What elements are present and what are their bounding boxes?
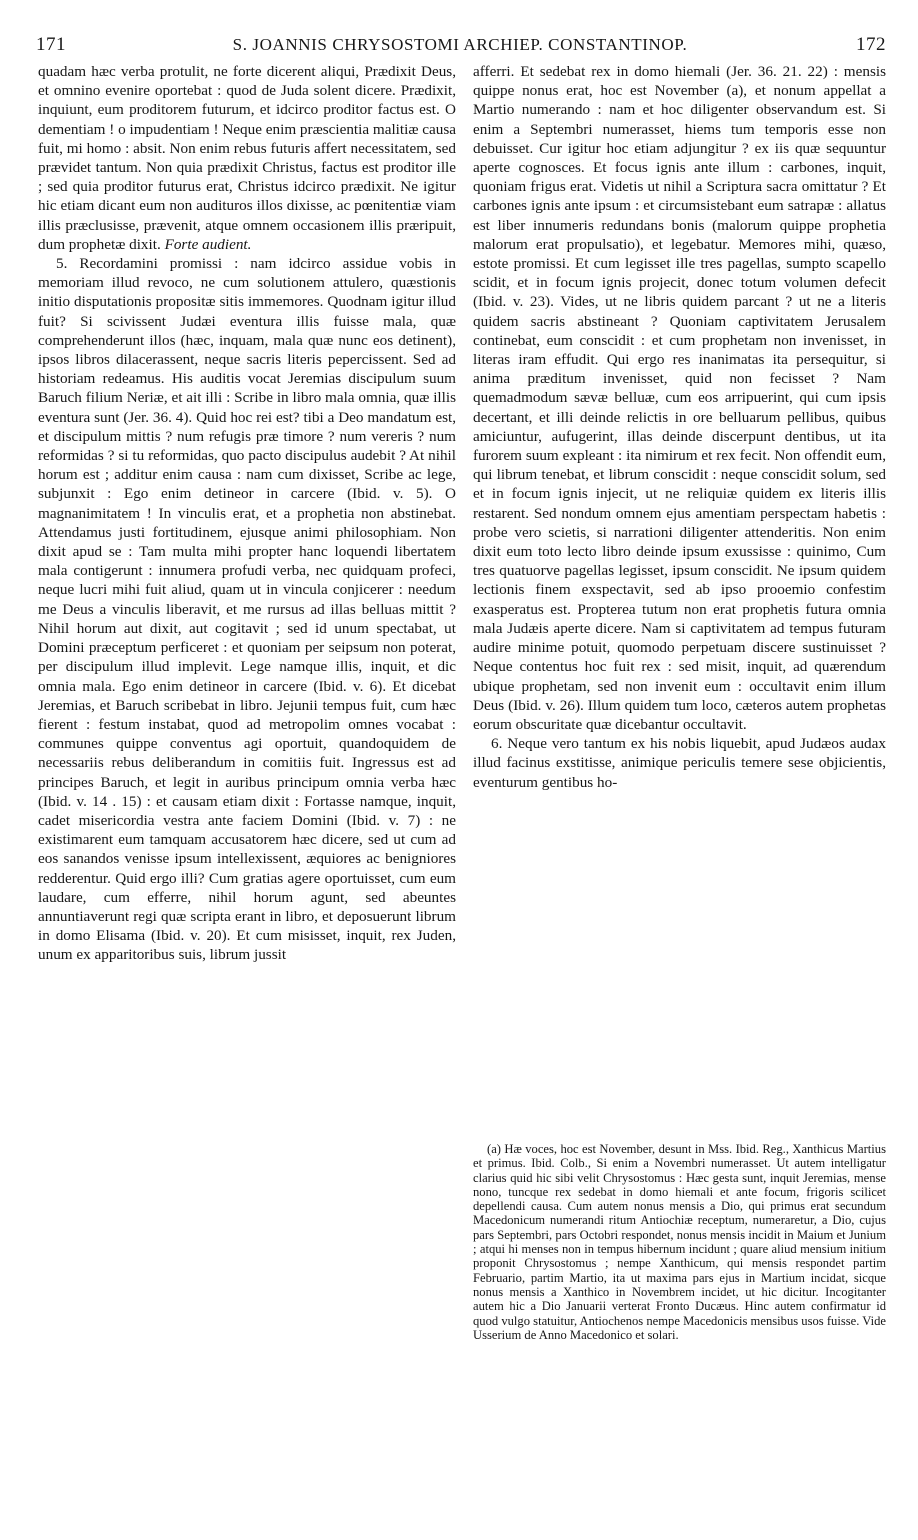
page-header	[34, 34, 886, 60]
paragraph-emphasis: Forte audient.	[164, 235, 252, 253]
left-column	[38, 62, 456, 965]
footnote-text: (a) Hæ voces, hoc est November, desunt in Mss. Ibid. Reg., Xanthicus Martius et primus. Ibid. Colb., Si enim a Novembri numerasset. Ut autem intelligatur clarius quid hic sibi velit Chrysostomus : Hæc gesta sunt, inquit Jeremias, mense nono, tuncque rex sedebat in domo hiemali et ante focum, frigoris scilicet depellendi causa. Cum autem nonus mensis a Dio, qui primus erat secundum Macedonicum numerandi ritum Antiochiæ receptum, numeraretur, a Dio, cujus pars Septembri, pars Octobri respondet, nonus mensis incidit in Maium et Junium ; atqui hi menses non in tempus hibernum incidunt ; quare aliud mensium initium proponit Chrysostomus ; nempe Xanthicum, qui mensis respondet partim Februario, partim Martio, ita ut maxima pars ejus in Martium incidat, sicque nonus mensis a Xanthico in Novembrem incidet, ut hic dicitur. Incogitanter autem hic a Dio Januarii verterat Fronto Ducæus. Hinc autem confirmatur id quod vulgo statuitur, Antiochenos nempe Macedonicis mensibus usos fuisse. Vide Usserium de Anno Macedonico et solari.	[473, 1142, 887, 1342]
page-number-right: 172	[856, 34, 886, 55]
paragraph	[473, 734, 886, 792]
paragraph-text: 6. Neque vero tantum ex his nobis liquebit, apud Judæos audax illud facinus exstitisse, animique periculis temere sese objicientis, eventurum gentibus ho-	[473, 735, 886, 791]
paragraph-text: 5. Recordamini promissi : nam idcirco assidue vobis in memoriam illud revoco, ne cum solutionem attulero, quæstionis initio disputationis propositæ sitis immemores. Quodnam igitur illud fuit? Si scivissent Judæi eventura illis fuisse mala, quæ comprehenderunt illos (hæc, inquam, mala quæ nunc eos detinent), ipsos libros dilacerassent, neque sacris literis pepercissent. Sed ad historiam redeamus. His auditis vocat Jeremias discipulum suum Baruch filium Neriæ, et ait illi : Scribe in libro mala omnia, quæ illis eventura sunt (Jer. 36. 4). Quid hoc rei est? tibi a Deo mandatum est, et discipulum mittis ? num refugis præ timore ? num vereris ? num reformidas ? si tu reformidas, quo pacto discipulus audebit ? At nihil horum est ; additur enim causa : nam cum dixisset, Scribe ac lege, subjunxit : Ego enim detineor in carcere (Ibid. v. 5). O magnanimitatem ! In vinculis erat, et a prophetia non abstinebat. Attendamus justi fortitudinem, ejusque animi philosophiam. Non dixit apud se : Tam multa mihi propter hanc loquendi libertatem mala contigerunt : innumera profudi verba, nec quidquam profeci, neque lucri mihi fuit aliud, quam ut in vincula conjicerer : needum me Deus a vinculis liberavit, et me rursus ad illas belluas mittit ? Nihil horum aut dixit, aut cogitavit ; sed id unum spectabat, ut Domini præceptum perficeret : et quoniam per seipsum non poterat, per discipulum illud implevit. Lege namque illis, inquit, et dic omnia mala. Ego enim detineor in carcere (Ibid. v. 6). Et dicebat Jeremias, et Baruch scribebat in libro. Jejunii tempus fuit, cum hæc fierent : festum instabat, quod ad metropolim omnes vocabat : communes quippe conventus agi oportuit, quandoquidem de necessariis rebus deliberandum in comitiis fuit. Ingressus est ad principes Baruch, et legit in auribus principum omnia verba hæc (Ibid. v. 14 . 15) : et causam etiam dixit : Fortasse namque, inquit, cadet misericordia vestra ante faciem Domini (Ibid. v. 7) : ne existimarent eum tamquam accusatorem hæc dicere, sed ut cum ad eos sanandos venisse ipsum intellexissent, æquiores ac benigniores redderentur. Quid ergo illi? Cum gratias agere oportuisset, cum eum laudare, cum efferre, nihil horum agunt, sed abeuntes annuntiaverunt regi quæ scripta erant in libro, et deposuerunt librum in domo Elisama (Ibid. v. 20). Et cum misisset, inquit, rex Juden, unum ex apparitoribus suis, librum jussit	[38, 255, 456, 964]
footnote	[473, 1142, 886, 1342]
paragraph	[473, 62, 886, 734]
paragraph-text: quadam hæc verba protulit, ne forte dicerent aliqui, Prædixit Deus, et omnino evenire oportebat : quod de Juda solent dicere. Prædixit, inquiunt, eum proditorem futurum, et idcirco proditor factus est. O dementiam ! o impudentiam ! Neque enim præscientia malitiæ causa fuit, mi homo : absit. Non enim rebus futuris affert necessitatem, sed prævidet tantum. Non quia prædixit Christus, factus est proditor ille ; sed quia proditor futurus erat, Christus idcirco prædixit. Ne igitur hic etiam dicant eum non audituros illos dixisse, ac pœnitentiæ viam illis præclusisse, prævenit, atque omnem occasionem illis præripuit, dum prophetæ dixit.	[38, 63, 456, 253]
running-title: S. JOANNIS CHRYSOSTOMI ARCHIEP. CONSTANTINOP.	[232, 35, 688, 54]
page-number-left: 171	[36, 34, 66, 55]
paragraph	[38, 62, 456, 254]
right-column	[473, 62, 886, 792]
paragraph-text: afferri. Et sedebat rex in domo hiemali (Jer. 36. 21. 22) : mensis quippe nonus erat, hoc est November (a), et nonum appellat a Martio numerando : nam et hoc diligenter observandum est. Si enim a Septembri numerasset, hiems tum temporis esse non debuisset. Cur igitur hoc etiam adjungitur ? ex iis quæ sequuntur aperte cognosces. Et focus ignis ante illum : carbones, inquit, quoniam frigus erat. Videtis ut nihil a Scriptura sacra omittatur ? Et carbones ignis ante ipsum : et circumsistebant eum satrapæ : allatus est liber innumeris redundans bonis (malorum quippe prophetia malorum erat propulsatio), et legebatur. Memores mihi, quæso, estote promissi. Et cum legisset ille tres pagellas, sumpto scapello scidit, et in focum ignis projecit, donec totum volumen defecit (Ibid. v. 23). Vides, ut ne libris quidem parcant ? ut ne a literis quidem sacris abstineant ? Quoniam captivitatem Jerusalem continebat, eum conscidit : et cum prophetam non invenisset, in literas iram effudit. Qui ergo res inanimatas ita persequitur, si anima præditum invenisset, quid non fecisset ? Nam quemadmodum sævæ belluæ, cum eos arripuerint, qui cum ipsis decertant, et illi deinde relictis in ore belluarum pellibus, quibus amiciuntur, aufugerint, illas deinde discerpunt dentibus, ut ita furorem suum expleant : ita nimirum et rex fecit. Non offendit eum, qui librum tenebat, et librum conscidit : neque conscidit solum, sed et in focum ignis injecit, ut ne reliquiæ quidem ex literis illis restarent. Sed nondum omnem ejus amentiam perspectam habetis : probe vero scietis, si narrationi diligenter attenderitis. Non enim dixit eum toto lecto libro deinde ipsum exussisse : quinimo, Cum tres quatuorve pagellas legisset, ipsum conscidit. Ne ipsum quidem lectionis finem exspectavit, sed ab ipso prooemio confestim exasperatus est. Propterea tutum non erat prophetis futura omnia mala Judæis aperte dicere. Nam si captivitatem ad tempus futuram audire minime potuit, quomodo perpetuam discere sustinuisset ? Neque contentus hoc fuit rex : sed misit, inquit, ad quærendum ubique prophetam, sed non invenit eum : occultavit enim illum Deus (Ibid. v. 26). Illum quidem tum loco, cæteros autem prophetas eorum obscuritate quæ dicebantur occultavit.	[473, 63, 886, 733]
paragraph	[38, 254, 456, 965]
